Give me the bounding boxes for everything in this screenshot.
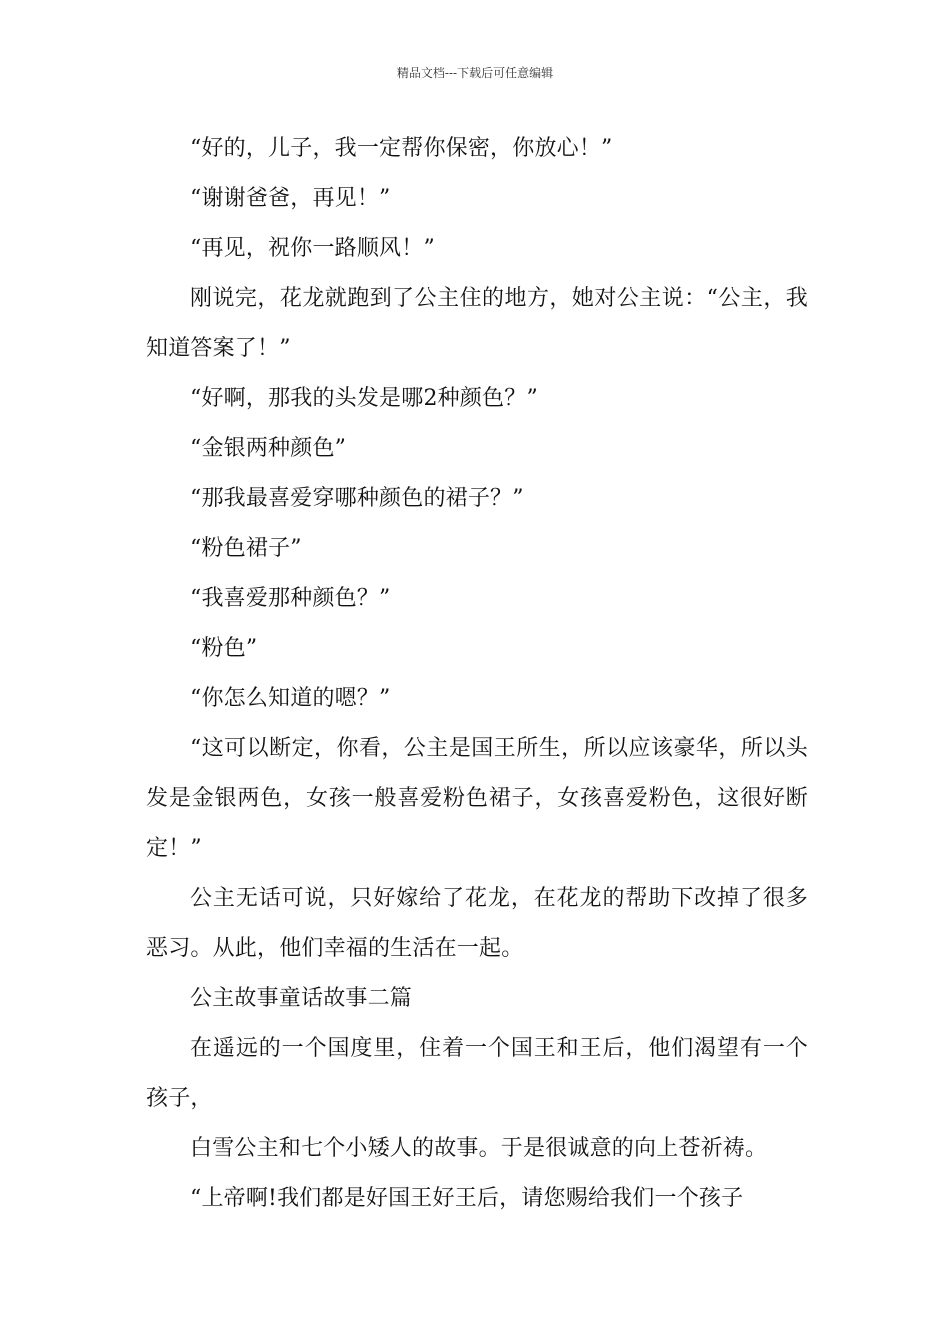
paragraph: 公主无话可说，只好嫁给了花龙，在花龙的帮助下改掉了很多恶习。从此，他们幸福的生活在一起。: [146, 886, 808, 961]
paragraph: “粉色”: [190, 636, 258, 661]
paragraph: “再见，祝你一路顺风！”: [190, 236, 435, 261]
paragraph: 白雪公主和七个小矮人的故事。于是很诚意的向上苍祈祷。: [190, 1136, 768, 1161]
paragraph: “我喜爱那种颜色？”: [190, 586, 391, 611]
document-body: [146, 124, 808, 1224]
paragraph: “好啊，那我的头发是哪2种颜色？”: [190, 386, 538, 411]
paragraph: “这可以断定，你看，公主是国王所生，所以应该豪华，所以头发是金银两色，女孩一般喜爱粉色裙子，女孩喜爱粉色，这很好断定！”: [146, 736, 808, 861]
paragraph: 在遥远的一个国度里，住着一个国王和王后，他们渴望有一个孩子，: [146, 1036, 808, 1111]
paragraph: “谢谢爸爸，再见！”: [190, 186, 391, 211]
paragraph: “那我最喜爱穿哪种颜色的裙子？”: [190, 486, 524, 511]
paragraph: “粉色裙子”: [190, 536, 302, 561]
paragraph: “你怎么知道的嗯？”: [190, 686, 391, 711]
paragraph: “上帝啊!我们都是好国王好王后，请您赐给我们一个孩子: [190, 1186, 744, 1211]
paragraph: “金银两种颜色”: [190, 436, 347, 461]
page-header: 精品文档---下载后可任意编辑: [396, 66, 554, 80]
paragraph: 刚说完，花龙就跑到了公主住的地方，她对公主说：“公主，我知道答案了！”: [146, 286, 808, 361]
section-heading: 公主故事童话故事二篇: [190, 986, 413, 1011]
paragraph: “好的，儿子，我一定帮你保密，你放心！”: [190, 136, 613, 161]
